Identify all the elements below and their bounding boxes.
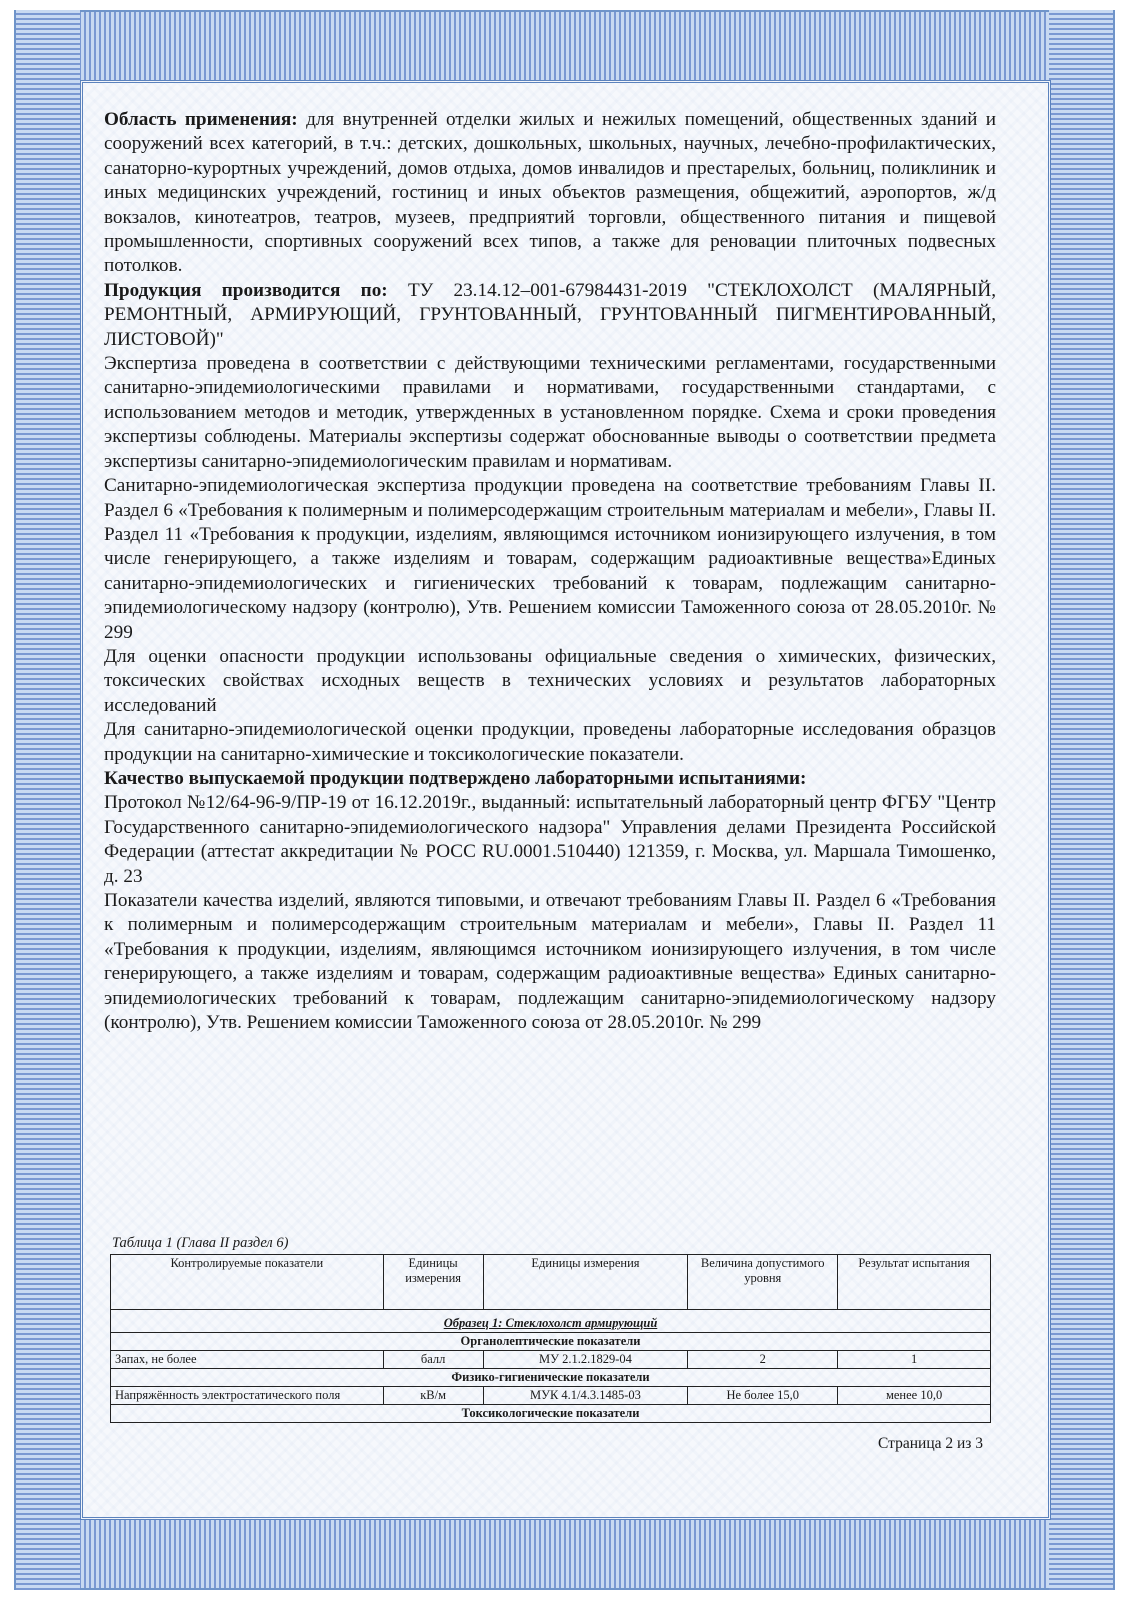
scope-paragraph xyxy=(104,108,996,279)
cell-units: балл xyxy=(383,1351,483,1369)
quality-heading: Качество выпускаемой продукции подтверждено лабораторными испытаниями: xyxy=(104,767,807,789)
table-row xyxy=(111,1310,991,1333)
sample-title: Образец 1: Стеклохолст армирующий xyxy=(111,1310,991,1333)
table-row xyxy=(111,1405,991,1423)
section-organoleptic: Органолептические показатели xyxy=(111,1333,991,1351)
decorative-border-top xyxy=(14,10,1115,80)
cell-allowed-level: Не более 15,0 xyxy=(688,1387,838,1405)
section-toxic: Токсикологические показатели xyxy=(111,1405,991,1423)
section-physical: Физико-гигиенические показатели xyxy=(111,1369,991,1387)
cell-allowed-level: 2 xyxy=(688,1351,838,1369)
decorative-border-left xyxy=(14,10,80,1590)
indicators-paragraph: Показатели качества изделий, являются типовыми, и отвечают требованиям Главы II. Раздел 6 «Требования к полимерным и полимерсодержащим строительным материалам и мебели», Главы II. Раздел 11 «Требования к продукции, изделиям, являющимся источником ионизирующего излучения, в том числе генерирующего, а также изделиям и товарам, содержащим радиоактивные вещества» Единых санитарно-эпидемиологических требований к товарам, подлежащим санитарно-эпидемиологическому надзору (контролю), Утв. Решением комиссии Таможенного союза от 28.05.2010г. № 299 xyxy=(104,890,996,1034)
header-allowed-level: Величина допустимого уровня xyxy=(688,1255,838,1310)
table-header-row xyxy=(111,1255,991,1310)
hazard-assessment-paragraph: Для оценки опасности продукции использованы официальные сведения о химических, физических, токсических свойствах исходных веществ в технических условиях и результатов лабораторных исследований xyxy=(104,645,996,716)
header-method: Единицы измерения xyxy=(483,1255,688,1310)
header-units: Единицы измерения xyxy=(383,1255,483,1310)
cell-indicator: Напряжённость электростатического поля xyxy=(111,1387,384,1405)
cell-result: менее 10,0 xyxy=(838,1387,991,1405)
results-table xyxy=(110,1254,991,1423)
header-result: Результат испытания xyxy=(838,1255,991,1310)
scope-text: для внутренней отделки жилых и нежилых помещений, общественных зданий и сооружений всех категорий, в т.ч.: детских, дошкольных, школьных, научных, лечебно-профилактических, санаторно-курортных учреждений, домов отдыха, домов инвалидов и престарелых, больниц, поликлиник и иных медицинских учреждений, гостиниц и иных объектов размещения, общежитий, аэропортов, ж/д вокзалов, кинотеатров, театров, музеев, предприятий торговли, общественного питания и пищевой промышленности, спортивных сооружений всех типов, а также для реновации плиточных подвесных потолков. xyxy=(104,109,997,277)
table-row xyxy=(111,1351,991,1369)
decorative-border-right xyxy=(1049,10,1115,1590)
scope-label: Область применения: xyxy=(104,109,298,130)
cell-units: кВ/м xyxy=(383,1387,483,1405)
decorative-border-bottom xyxy=(14,1520,1115,1590)
production-paragraph xyxy=(104,279,996,352)
document-body xyxy=(104,108,996,1035)
protocol-paragraph: Протокол №12/64-96-9/ПР-19 от 16.12.2019г., выданный: испытательный лабораторный центр ФГБУ "Центр Государственного санитарно-эпидемиологического надзора" Управления делами Президента Российской Федерации (аттестат аккредитации № РОСС RU.0001.510440) 121359, г. Москва, ул. Маршала Тимошенко, д. 23 xyxy=(104,792,996,887)
cell-indicator: Запах, не более xyxy=(111,1351,384,1369)
header-indicator: Контролируемые показатели xyxy=(111,1255,384,1310)
table-row xyxy=(111,1387,991,1405)
cell-method: МУК 4.1/4.3.1485-03 xyxy=(483,1387,688,1405)
production-label: Продукция производится по: xyxy=(104,279,388,301)
lab-research-paragraph: Для санитарно-эпидемиологической оценки продукции, проведены лабораторные исследования образцов продукции на санитарно-химические и токсикологические показатели. xyxy=(104,719,996,765)
page-number: Страница 2 из 3 xyxy=(878,1435,984,1452)
table-row xyxy=(111,1369,991,1387)
expertise-paragraph: Экспертиза проведена в соответствии с действующими техническими регламентами, государственными санитарно-эпидемиологическими правилами и нормативами, государственными стандартами, с использованием методов и методик, утвержденных в установленном порядке. Схема и сроки проведения экспертизы соблюдены. Материалы экспертизы содержат обоснованные выводы о соответствии предмета экспертизы санитарно-эпидемиологическим правилам и нормативам. xyxy=(104,353,996,472)
cell-method: МУ 2.1.2.1829-04 xyxy=(483,1351,688,1369)
table-row xyxy=(111,1333,991,1351)
production-text: ТУ 23.14.12–001-67984431-2019 "СТЕКЛОХОЛСТ (МАЛЯРНЫЙ, РЕМОНТНЫЙ, АРМИРУЮЩИЙ, ГРУНТОВАННЫЙ, ГРУНТОВАННЫЙ ПИГМЕНТИРОВАННЫЙ, ЛИСТОВОЙ)" xyxy=(104,279,996,350)
table-caption: Таблица 1 (Глава II раздел 6) xyxy=(112,1235,289,1251)
requirements-paragraph: Санитарно-эпидемиологическая экспертиза продукции проведена на соответствие требованиям Главы II. Раздел 6 «Требования к полимерным и полимерсодержащим строительным материалам и мебели», Главы II. Раздел 11 «Требования к продукции, изделиям, являющимся источником ионизирующего излучения, в том числе генерирующего, а также изделиям и товарам, содержащим радиоактивные вещества»Единых санитарно-эпидемиологических и гигиенических требований к товарам, подлежащим санитарно-эпидемиологическому надзору (контролю), Утв. Решением комиссии Таможенного союза от 28.05.2010г. № 299 xyxy=(104,475,996,643)
cell-result: 1 xyxy=(838,1351,991,1369)
